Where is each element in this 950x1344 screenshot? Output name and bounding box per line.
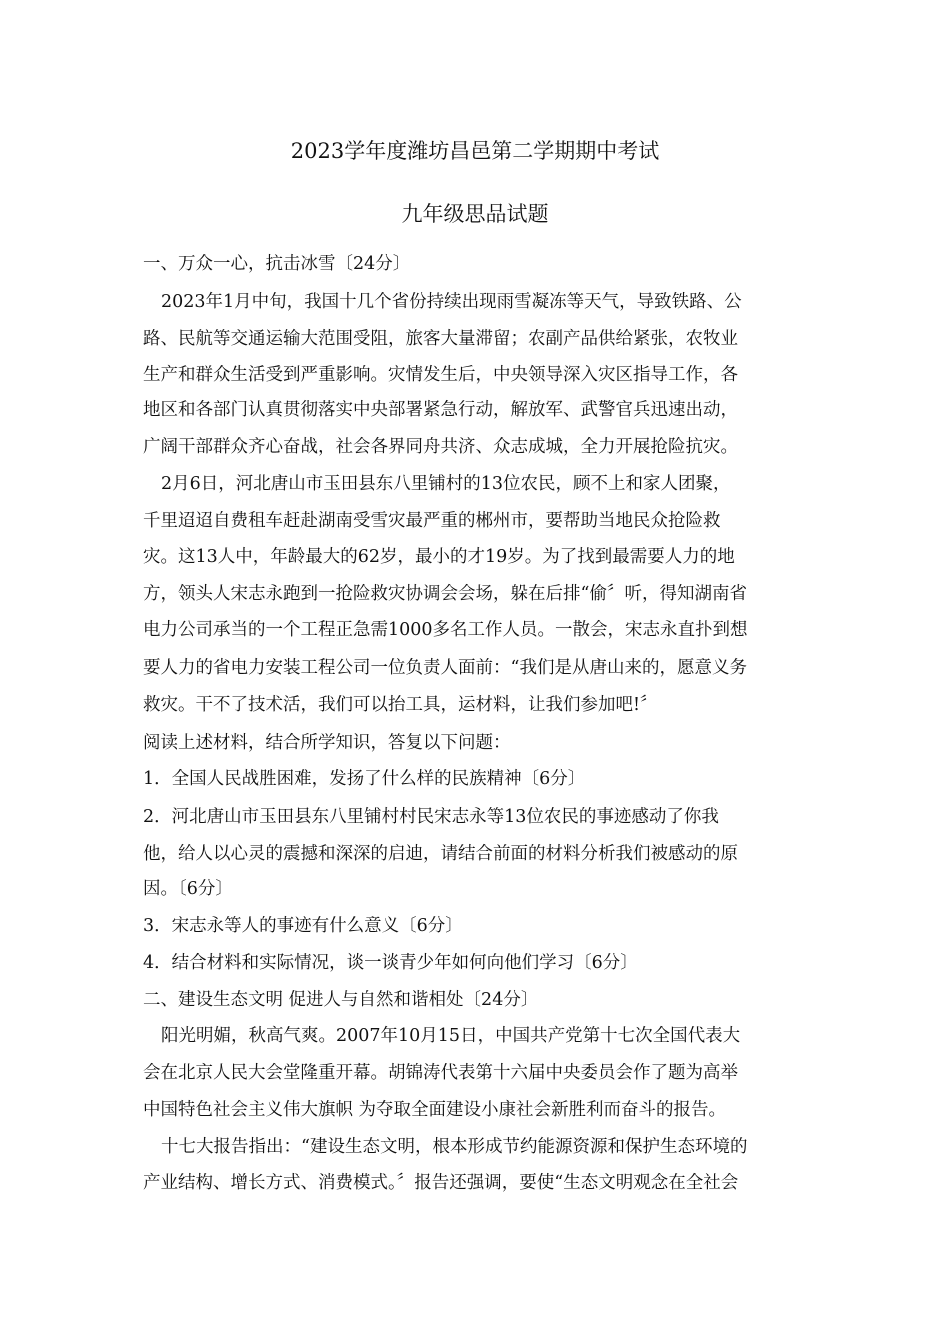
section2-para1-line: 中国特色社会主义伟大旗帜 为夺取全面建设小康社会新胜利而奋斗的报告。 (143, 1100, 727, 1120)
section2-para1-line: 会在北京人民大会堂隆重开幕。胡锦涛代表第十六届中央委员会作了题为高举 (143, 1063, 738, 1083)
section1-para1-line: 广阔干部群众齐心奋战，社会各界同舟共济、众志成城，全力开展抢险抗灾。 (143, 437, 738, 457)
section1-para2-line: 方，领头人宋志永跑到一抢险救灾协调会会场，躲在后排“偷〞听，得知湖南省 (143, 584, 747, 604)
exam-title: 2023学年度潍坊昌邑第二学期期中考试 (290, 139, 660, 163)
section1-para2-line: 2月6日，河北唐山市玉田县东八里铺村的13位农民，顾不上和家人团聚， (161, 474, 731, 494)
question-1: 1．全国人民战胜困难，发扬了什么样的民族精神〔6分〕 (143, 769, 586, 789)
question-2-line: 因。〔6分〕 (143, 879, 233, 899)
section2-para2-line: 产业结构、增长方式、消费模式。〞报告还强调，要使“生态文明观念在全社会 (143, 1173, 739, 1193)
question-3: 3．宋志永等人的事迹有什么意义〔6分〕 (143, 916, 463, 936)
section1-instruction: 阅读上述材料，结合所学知识，答复以下问题： (143, 733, 511, 753)
section1-para2-line: 要人力的省电力安装工程公司一位负责人面前：“我们是从唐山来的，愿意义务 (143, 658, 747, 678)
section2-para2-line: 十七大报告指出：“建设生态文明，根本形成节约能源资源和保护生态环境的 (161, 1137, 748, 1157)
question-2-line: 2．河北唐山市玉田县东八里铺村村民宋志永等13位农民的事迹感动了你我 (143, 807, 719, 827)
section1-para1-line: 地区和各部门认真贯彻落实中央部署紧急行动，解放军、武警官兵迅速出动， (143, 400, 738, 420)
section1-para2-line: 救灾。干不了技术活，我们可以抬工具，运材料，让我们参加吧!〞 (143, 695, 658, 715)
section2-para1-line: 阳光明媚，秋高气爽。2007年10月15日，中国共产党第十七次全国代表大 (161, 1026, 741, 1046)
question-4: 4．结合材料和实际情况，谈一谈青少年如何向他们学习〔6分〕 (143, 953, 638, 973)
section1-para2-line: 灾。这13人中，年龄最大的62岁，最小的才19岁。为了找到最需要人力的地 (143, 547, 735, 567)
section1-para2-line: 电力公司承当的一个工程正急需1000多名工作人员。一散会，宋志永直扑到想 (143, 620, 748, 640)
section1-para1-line: 生产和群众生活受到严重影响。灾情发生后，中央领导深入灾区指导工作，各 (143, 365, 738, 385)
section1-heading: 一、万众一心，抗击冰雪〔24分〕 (143, 254, 411, 274)
section2-heading: 二、建设生态文明 促进人与自然和谐相处〔24分〕 (143, 990, 539, 1010)
section1-para1-line: 2023年1月中旬，我国十几个省份持续出现雨雪凝冻等天气，导致铁路、公 (161, 292, 742, 312)
section1-para1-line: 路、民航等交通运输大范围受阻，旅客大量滞留；农副产品供给紧张，农牧业 (143, 329, 738, 349)
section1-para2-line: 千里迢迢自费租车赶赴湖南受雪灾最严重的郴州市，要帮助当地民众抢险救 (143, 511, 721, 531)
question-2-line: 他，给人以心灵的震撼和深深的启迪，请结合前面的材料分析我们被感动的原 (143, 844, 738, 864)
exam-subtitle: 九年级思品试题 (401, 202, 549, 226)
